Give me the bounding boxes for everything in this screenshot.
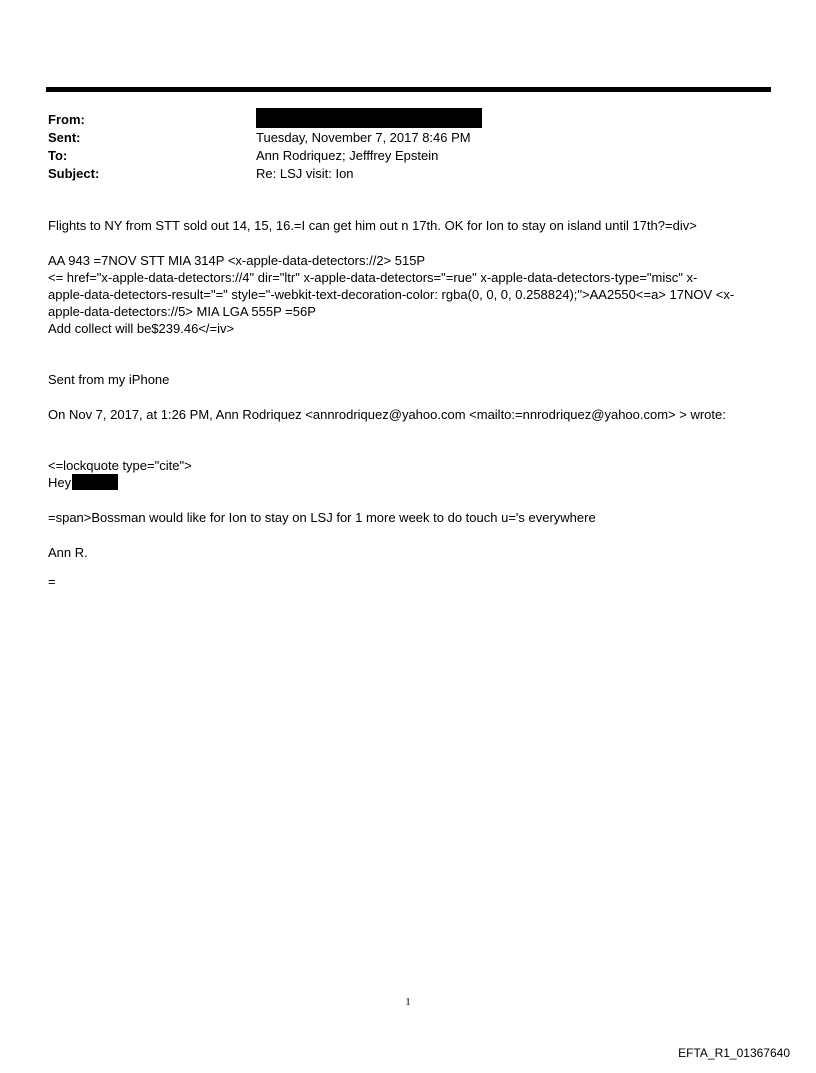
from-label: From: xyxy=(48,111,85,127)
to-row xyxy=(48,146,748,164)
from-redaction xyxy=(256,108,482,128)
to-value: Ann Rodriquez; Jefffrey Epstein xyxy=(256,147,439,163)
sent-from-iphone: Sent from my iPhone xyxy=(48,372,170,387)
document-id: EFTA_R1_01367640 xyxy=(678,1046,790,1060)
subject-value: Re: LSJ visit: Ion xyxy=(256,165,354,181)
sent-label: Sent: xyxy=(48,129,81,145)
flight-line-5: Add collect will be$239.46</=iv> xyxy=(48,321,235,336)
email-body xyxy=(48,217,778,590)
greeting-redaction xyxy=(72,474,118,490)
flight-line-3: apple-data-detectors-result="=" style="-webkit-text-decoration-color: rgba(0, 0, 0, 0.258824);">AA2550<=a> 17NOV <x- xyxy=(48,287,735,302)
page-number: 1 xyxy=(405,996,411,1008)
quote-intro: On Nov 7, 2017, at 1:26 PM, Ann Rodriquez <annrodriquez@yahoo.com <mailto:=nnrodriquez@yahoo.com> > wrote: xyxy=(48,407,726,422)
trailing-equals: = xyxy=(48,574,56,589)
subject-label: Subject: xyxy=(48,165,100,181)
flight-line-1: AA 943 =7NOV STT MIA 314P <x-apple-data-detectors://2> 515P xyxy=(48,253,426,268)
greeting-text: Hey xyxy=(48,475,72,490)
greeting-line xyxy=(48,474,778,491)
blockquote-tag: <=lockquote type="cite"> xyxy=(48,458,192,473)
top-rule xyxy=(46,87,771,92)
from-row xyxy=(48,110,748,128)
to-label: To: xyxy=(48,147,68,163)
bossman-line: =span>Bossman would like for Ion to stay on LSJ for 1 more week to do touch u='s everywhere xyxy=(48,510,596,525)
sent-value: Tuesday, November 7, 2017 8:46 PM xyxy=(256,129,471,145)
flight-line-4: apple-data-detectors://5> MIA LGA 555P =56P xyxy=(48,304,316,319)
body-line-flights: Flights to NY from STT sold out 14, 15, 16.=I can get him out n 17th. OK for Ion to stay on island until 17th?=div> xyxy=(48,218,697,233)
flight-line-2: <= href="x-apple-data-detectors://4" dir="ltr" x-apple-data-detectors="=rue" x-apple-data-detectors-type="misc" x- xyxy=(48,270,698,285)
sent-row xyxy=(48,128,748,146)
subject-row xyxy=(48,164,748,182)
email-header xyxy=(48,110,748,182)
signature: Ann R. xyxy=(48,545,88,560)
